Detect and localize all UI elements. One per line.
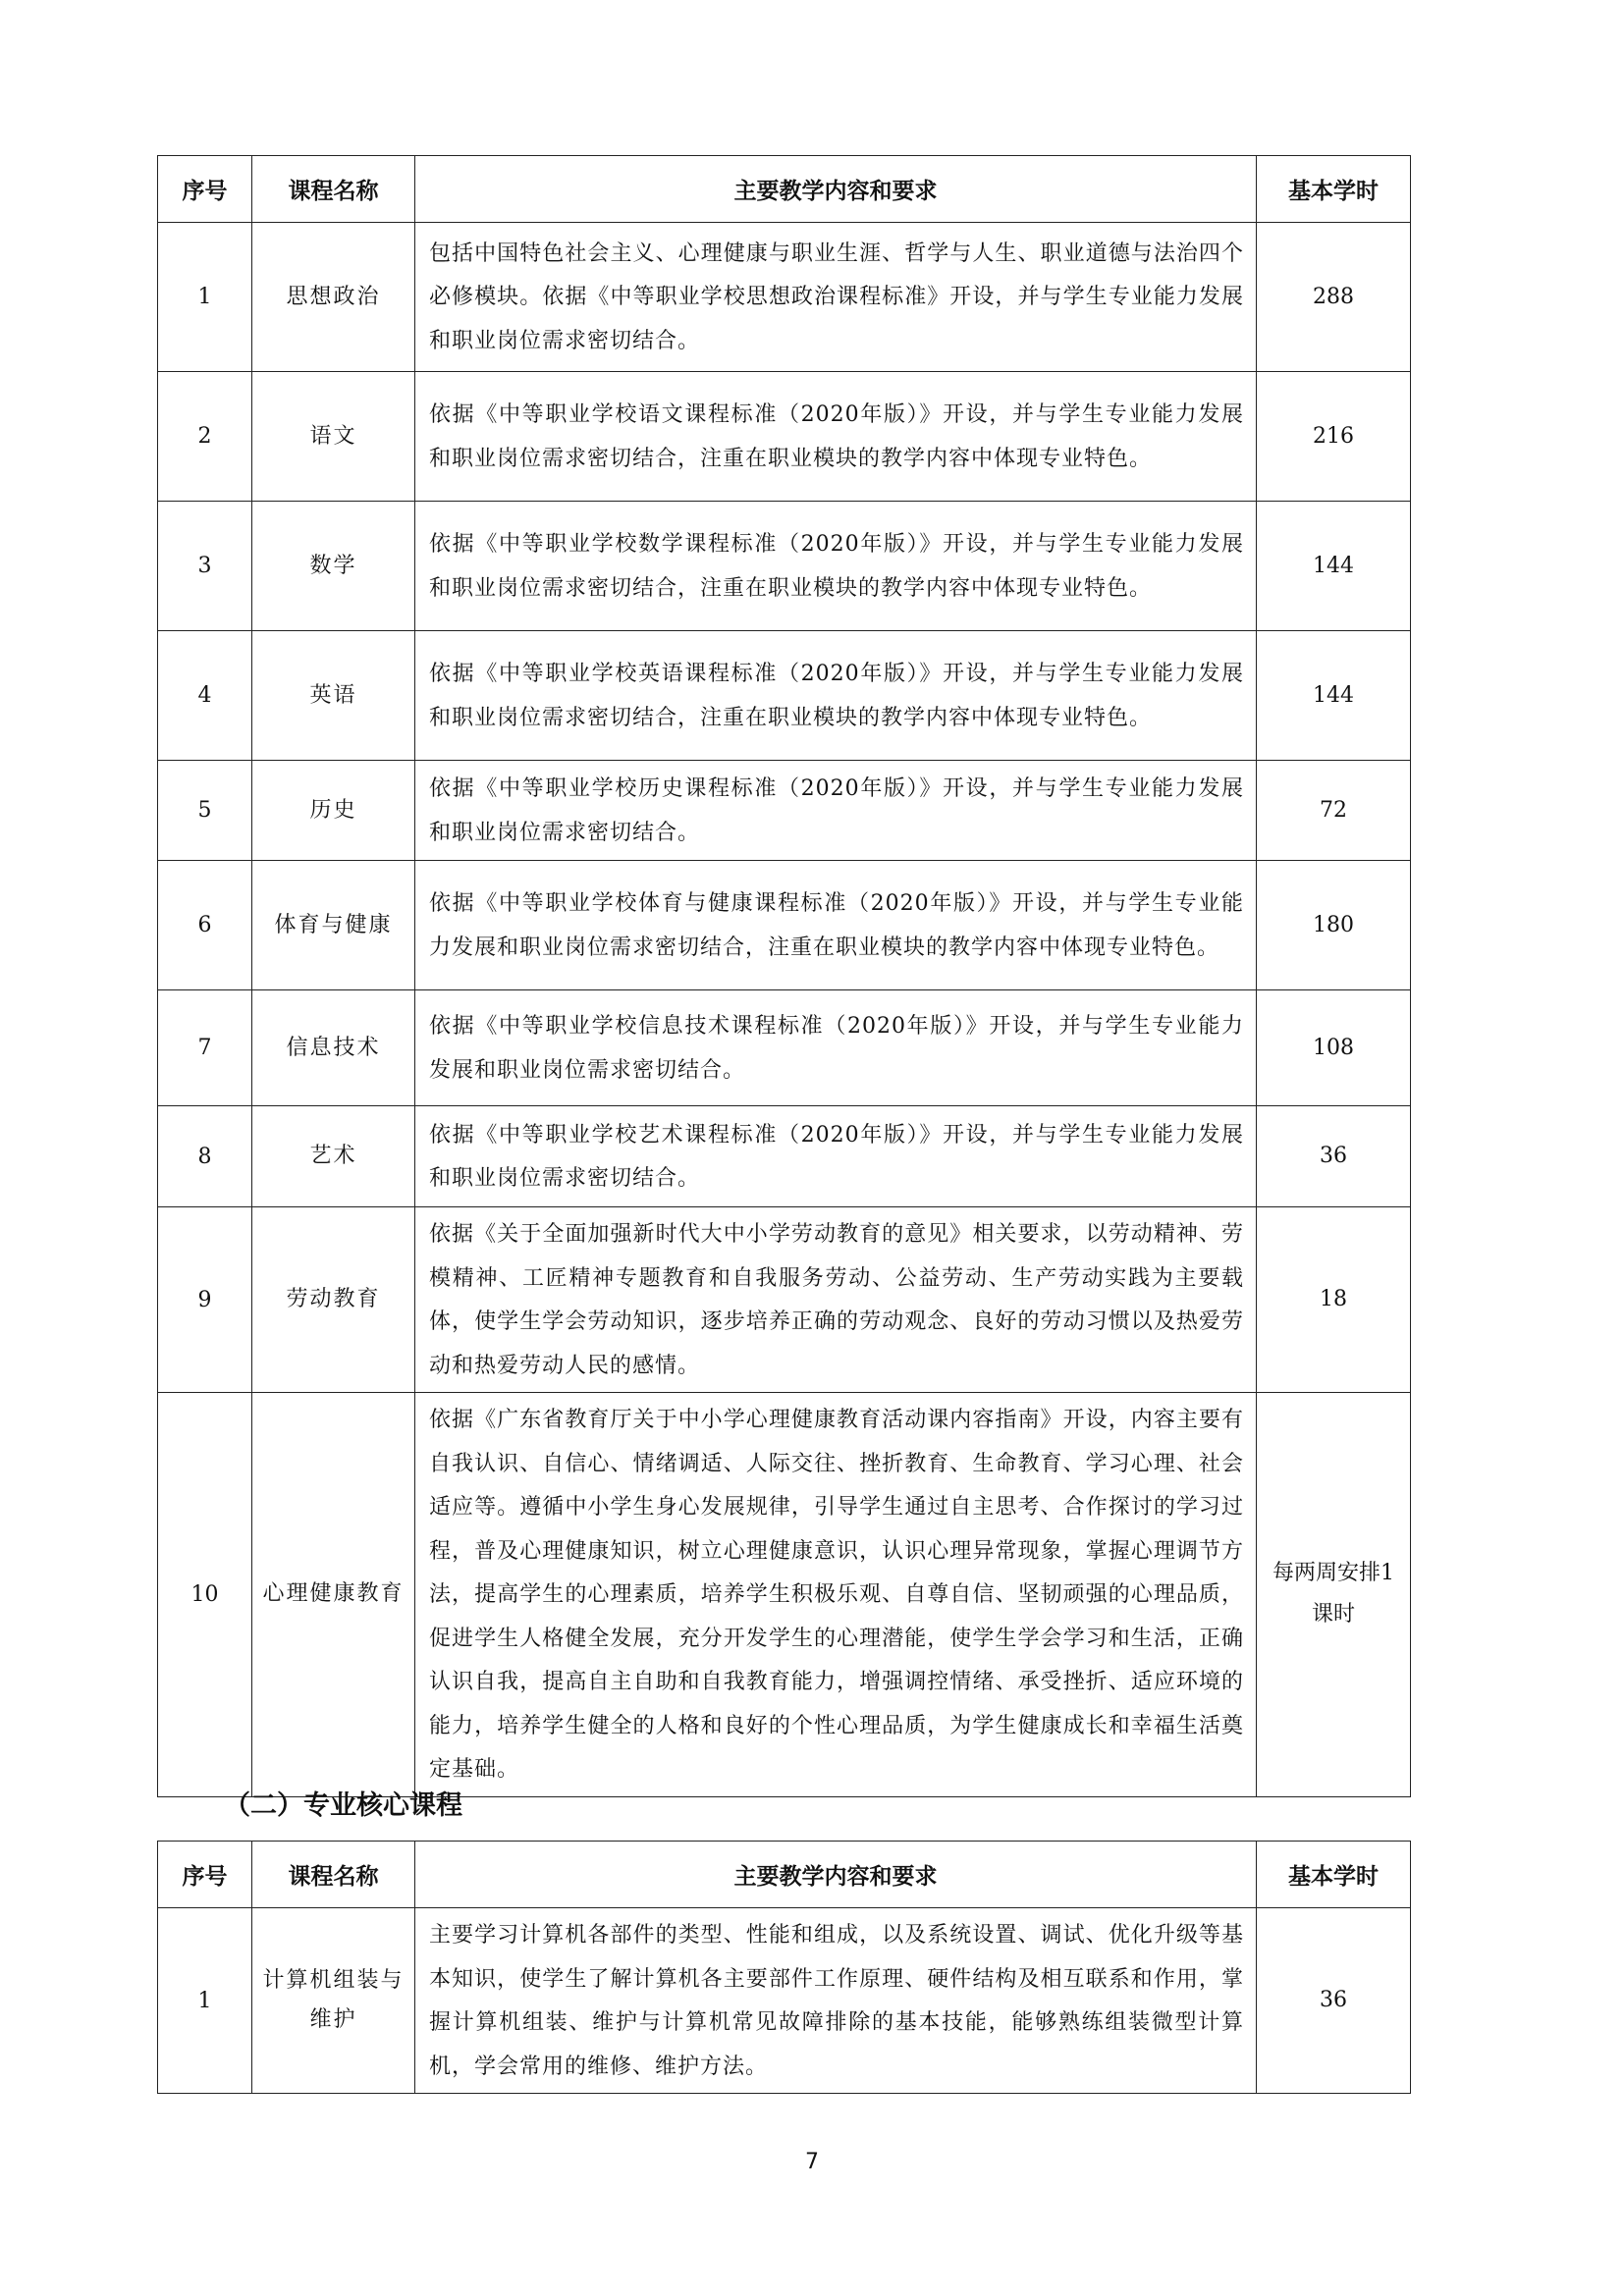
table-row <box>158 1393 1411 1797</box>
table-header-row <box>158 156 1411 223</box>
general-courses-table <box>157 155 1411 1797</box>
row-course-name: 思想政治 <box>252 223 415 372</box>
row-hours: 144 <box>1257 631 1411 761</box>
header-seq: 序号 <box>158 1842 252 1908</box>
row-hours: 216 <box>1257 372 1411 502</box>
header-course-name: 课程名称 <box>252 1842 415 1908</box>
table-row <box>158 631 1411 761</box>
row-course-name: 艺术 <box>252 1106 415 1207</box>
row-hours: 180 <box>1257 861 1411 990</box>
row-course-name: 计算机组装与维护 <box>252 1908 415 2094</box>
row-content: 依据《中等职业学校英语课程标准（2020年版）》开设，并与学生专业能力发展和职业岗位需求密切结合，注重在职业模块的教学内容中体现专业特色。 <box>415 631 1257 761</box>
row-hours: 144 <box>1257 502 1411 631</box>
row-seq: 7 <box>158 990 252 1106</box>
table-row <box>158 861 1411 990</box>
row-course-name: 心理健康教育 <box>252 1393 415 1797</box>
header-hours: 基本学时 <box>1257 156 1411 223</box>
row-seq: 5 <box>158 761 252 861</box>
row-content: 依据《中等职业学校体育与健康课程标准（2020年版）》开设，并与学生专业能力发展和职业岗位需求密切结合，注重在职业模块的教学内容中体现专业特色。 <box>415 861 1257 990</box>
row-seq: 3 <box>158 502 252 631</box>
row-content: 依据《中等职业学校信息技术课程标准（2020年版）》开设，并与学生专业能力发展和职业岗位需求密切结合。 <box>415 990 1257 1106</box>
row-content: 依据《中等职业学校艺术课程标准（2020年版）》开设，并与学生专业能力发展和职业岗位需求密切结合。 <box>415 1106 1257 1207</box>
row-hours: 36 <box>1257 1106 1411 1207</box>
row-content: 依据《中等职业学校语文课程标准（2020年版）》开设，并与学生专业能力发展和职业岗位需求密切结合，注重在职业模块的教学内容中体现专业特色。 <box>415 372 1257 502</box>
row-course-name: 数学 <box>252 502 415 631</box>
row-content: 依据《关于全面加强新时代大中小学劳动教育的意见》相关要求，以劳动精神、劳模精神、工匠精神专题教育和自我服务劳动、公益劳动、生产劳动实践为主要载体，使学生学会劳动知识，逐步培养正确的劳动观念、良好的劳动习惯以及热爱劳动和热爱劳动人民的感情。 <box>415 1207 1257 1393</box>
section-heading: （二）专业核心课程 <box>224 1790 462 1821</box>
row-seq: 4 <box>158 631 252 761</box>
table-row <box>158 1908 1411 2094</box>
table-header-row <box>158 1842 1411 1908</box>
table-row <box>158 372 1411 502</box>
row-content: 依据《中等职业学校数学课程标准（2020年版）》开设，并与学生专业能力发展和职业岗位需求密切结合，注重在职业模块的教学内容中体现专业特色。 <box>415 502 1257 631</box>
table-row <box>158 1106 1411 1207</box>
table-row <box>158 223 1411 372</box>
row-content: 主要学习计算机各部件的类型、性能和组成，以及系统设置、调试、优化升级等基本知识，使学生了解计算机各主要部件工作原理、硬件结构及相互联系和作用，掌握计算机组装、维护与计算机常见故障排除的基本技能，能够熟练组装微型计算机，学会常用的维修、维护方法。 <box>415 1908 1257 2094</box>
row-course-name: 英语 <box>252 631 415 761</box>
row-course-name: 劳动教育 <box>252 1207 415 1393</box>
table-row <box>158 990 1411 1106</box>
row-seq: 9 <box>158 1207 252 1393</box>
row-seq: 6 <box>158 861 252 990</box>
row-seq: 10 <box>158 1393 252 1797</box>
core-courses-table <box>157 1841 1411 2094</box>
header-content: 主要教学内容和要求 <box>415 1842 1257 1908</box>
row-hours: 每两周安排1课时 <box>1257 1393 1411 1797</box>
row-hours: 18 <box>1257 1207 1411 1393</box>
row-content: 依据《广东省教育厅关于中小学心理健康教育活动课内容指南》开设，内容主要有自我认识、自信心、情绪调适、人际交往、挫折教育、生命教育、学习心理、社会适应等。遵循中小学生身心发展规律，引导学生通过自主思考、合作探讨的学习过程，普及心理健康知识，树立心理健康意识，认识心理异常现象，掌握心理调节方法，提高学生的心理素质，培养学生积极乐观、自尊自信、坚韧顽强的心理品质，促进学生人格健全发展，充分开发学生的心理潜能，使学生学会学习和生活，正确认识自我，提高自主自助和自我教育能力，增强调控情绪、承受挫折、适应环境的能力，培养学生健全的人格和良好的个性心理品质，为学生健康成长和幸福生活奠定基础。 <box>415 1393 1257 1797</box>
row-hours: 288 <box>1257 223 1411 372</box>
page-number: 7 <box>805 2150 819 2174</box>
row-hours: 108 <box>1257 990 1411 1106</box>
row-hours: 36 <box>1257 1908 1411 2094</box>
header-seq: 序号 <box>158 156 252 223</box>
row-seq: 8 <box>158 1106 252 1207</box>
table-row <box>158 761 1411 861</box>
table-row <box>158 502 1411 631</box>
table-row <box>158 1207 1411 1393</box>
row-content: 包括中国特色社会主义、心理健康与职业生涯、哲学与人生、职业道德与法治四个必修模块。依据《中等职业学校思想政治课程标准》开设，并与学生专业能力发展和职业岗位需求密切结合。 <box>415 223 1257 372</box>
row-content: 依据《中等职业学校历史课程标准（2020年版）》开设，并与学生专业能力发展和职业岗位需求密切结合。 <box>415 761 1257 861</box>
header-hours: 基本学时 <box>1257 1842 1411 1908</box>
row-seq: 1 <box>158 1908 252 2094</box>
row-course-name: 历史 <box>252 761 415 861</box>
row-seq: 2 <box>158 372 252 502</box>
row-seq: 1 <box>158 223 252 372</box>
header-content: 主要教学内容和要求 <box>415 156 1257 223</box>
row-course-name: 信息技术 <box>252 990 415 1106</box>
row-course-name: 体育与健康 <box>252 861 415 990</box>
row-hours: 72 <box>1257 761 1411 861</box>
header-course-name: 课程名称 <box>252 156 415 223</box>
row-course-name: 语文 <box>252 372 415 502</box>
